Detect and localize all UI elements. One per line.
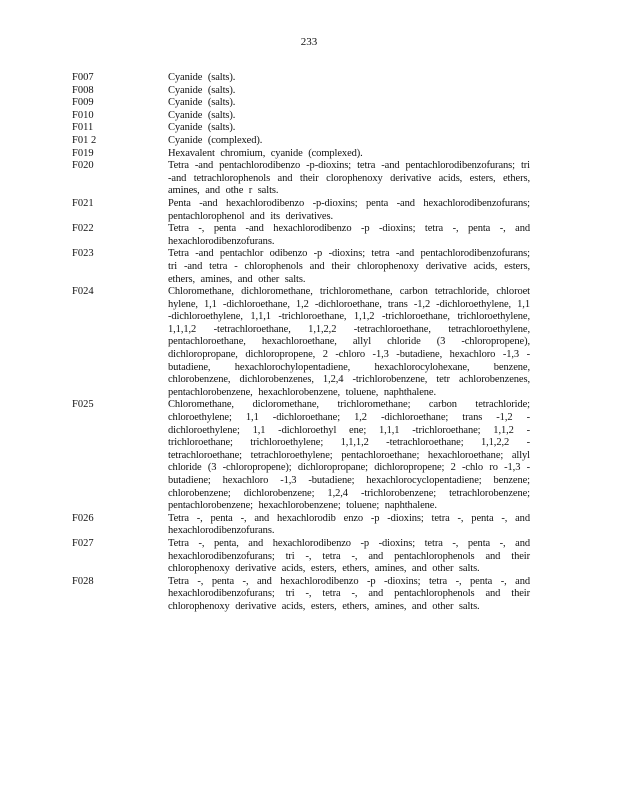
waste-code: F021 xyxy=(72,197,94,209)
waste-description: Cyanide (salts). xyxy=(168,84,236,96)
waste-description: Cyanide (salts). xyxy=(168,122,236,134)
waste-code: F022 xyxy=(72,223,94,235)
waste-code: F020 xyxy=(72,160,94,172)
waste-description: Tetra -and pentachlor odibenzo -p -dioxins; tetra -and pentachlorodibenzofurans; tri -and tetra - chlorophenols and their chlorophenoxy derivative acids, esters, ethers, amines, and other salts. xyxy=(168,248,530,285)
waste-description: Tetra -, penta -and hexachlorodibenzo -p -dioxins; tetra -, penta -, and hexachlorodibenzofurans. xyxy=(168,223,530,247)
waste-description: Cyanide (salts). xyxy=(168,97,236,109)
waste-code: F010 xyxy=(72,109,94,121)
waste-entry xyxy=(72,72,540,85)
waste-code: F025 xyxy=(72,399,94,411)
waste-code: F008 xyxy=(72,84,94,96)
waste-description: Cyanide (salts). xyxy=(168,109,236,121)
waste-code-list xyxy=(72,72,540,614)
waste-entry xyxy=(72,148,540,161)
waste-entry xyxy=(72,286,540,399)
waste-entry xyxy=(72,248,540,286)
waste-entry xyxy=(72,576,540,614)
waste-description: Tetra -, penta -, and hexachlorodibenzo -p -dioxins; tetra -, penta -, and hexachlorodibenzofurans; tri -, tetra -, and pentachlorophenols and their chlorophenoxy derivative acids, esters, ethers, amines, and other salts. xyxy=(168,575,530,612)
waste-code: F026 xyxy=(72,512,94,524)
waste-entry xyxy=(72,399,540,512)
waste-entry xyxy=(72,198,540,223)
waste-code: F028 xyxy=(72,575,94,587)
waste-entry xyxy=(72,135,540,148)
waste-description: Cyanide (complexed). xyxy=(168,134,263,146)
waste-entry xyxy=(72,538,540,576)
waste-description: Tetra -and pentachlorodibenzo -p-dioxins; tetra -and pentachlorodibenzofurans; tri -and tetrachlorophenols and their clorophenoxy derivative acids, esters, ethers, amines, and othe r salts. xyxy=(168,160,530,197)
waste-description: Chloromethane, dichloromethane, trichloromethane, carbon tetrachloride, chloroet hylene, 1,1 -dichloroethane, 1,2 -dichloroethane, trans -1,2 -dichloroethylene, 1,1 -dichloroethylene, 1,1,1 -trichloroethane, 1,1,2 -trichloroethane, trichloroethylene, 1,1,1,2 -tetrachloroethane, 1,1,2,2 -tetrachloroethane, tetrachloroethylene, pentachloroethane, hexachloroethane, allyl chloride (3 -chloropropene), dichloropropane, dichloropropene, 2 -chloro -1,3 -butadiene, hexachloro -1,3 -butadiene, hexachlorochylopentadiene, hexachlorocylohexane, benzene, chlorobenzene, dichlorobenzenes, 1,2,4 -trichlorobenzene, tetr achlorobenzenes, pentachlorobenzene, hexachlorobenzene, toluene, naphthalene. xyxy=(168,286,530,398)
waste-code: F019 xyxy=(72,147,94,159)
waste-code: F023 xyxy=(72,248,94,260)
waste-entry xyxy=(72,85,540,98)
waste-description: Hexavalent chromium, cyanide (complexed). xyxy=(168,147,363,159)
waste-code: F009 xyxy=(72,97,94,109)
waste-entry xyxy=(72,513,540,538)
waste-code: F01 2 xyxy=(72,134,97,146)
waste-entry xyxy=(72,160,540,198)
waste-entry xyxy=(72,223,540,248)
waste-entry xyxy=(72,97,540,110)
waste-code: F007 xyxy=(72,72,94,83)
waste-code: F011 xyxy=(72,122,94,134)
waste-description: Tetra -, penta, and hexachlorodibenzo -p -dioxins; tetra -, penta -, and hexachlorodibenzofurans; tri -, tetra -, and pentachlorophenols and their chlorophenoxy derivative acids, esters, ethers, amines, and other salts. xyxy=(168,537,530,575)
waste-code: F024 xyxy=(72,286,94,298)
waste-description: Chloromethane, dicloromethane, trichloromethane; carbon tetrachloride; chloroethylene; 1,1 -dichloroethane; 1,2 -dichloroethane; trans -1,2 -dichloroethylene; 1,1 -dichloroethyl ene; 1,1,1 -trichloroethane; 1,1,2 -trichloroethane; trichloroethylene; 1,1,1,2 -tetrachloroethane; 1,1,2,2 -tetrachloroethane; tetrachloroethylene; pentachloroethane; hexachloroethane; allyl chloride (3 -chloropropene); dichloropropane; dichloropropene; 2 -chlo ro -1,3 -butadiene; hexachloro -1,3 -butadiene; hexachlorocyclopentadiene; benzene; chlorobenzene; dichlorobenzene; 1,2,4 -trichlorobenzene; tetrachlorobenzene; pentachlorobenzene; hexachlorobenzene; toluene; naphthalene. xyxy=(168,399,530,512)
waste-description: Penta -and hexachlorodibenzo -p-dioxins; penta -and hexachlorodibenzofurans; pentachlorophenol and its derivatives. xyxy=(168,197,530,222)
waste-entry xyxy=(72,110,540,123)
waste-description: Tetra -, penta -, and hexachlorodib enzo -p -dioxins; tetra -, penta -, and hexachlorodibenzofurans. xyxy=(168,512,530,537)
page-number: 233 xyxy=(300,36,318,48)
waste-code: F027 xyxy=(72,537,94,549)
waste-description: Cyanide (salts). xyxy=(168,72,236,83)
waste-entry xyxy=(72,122,540,135)
